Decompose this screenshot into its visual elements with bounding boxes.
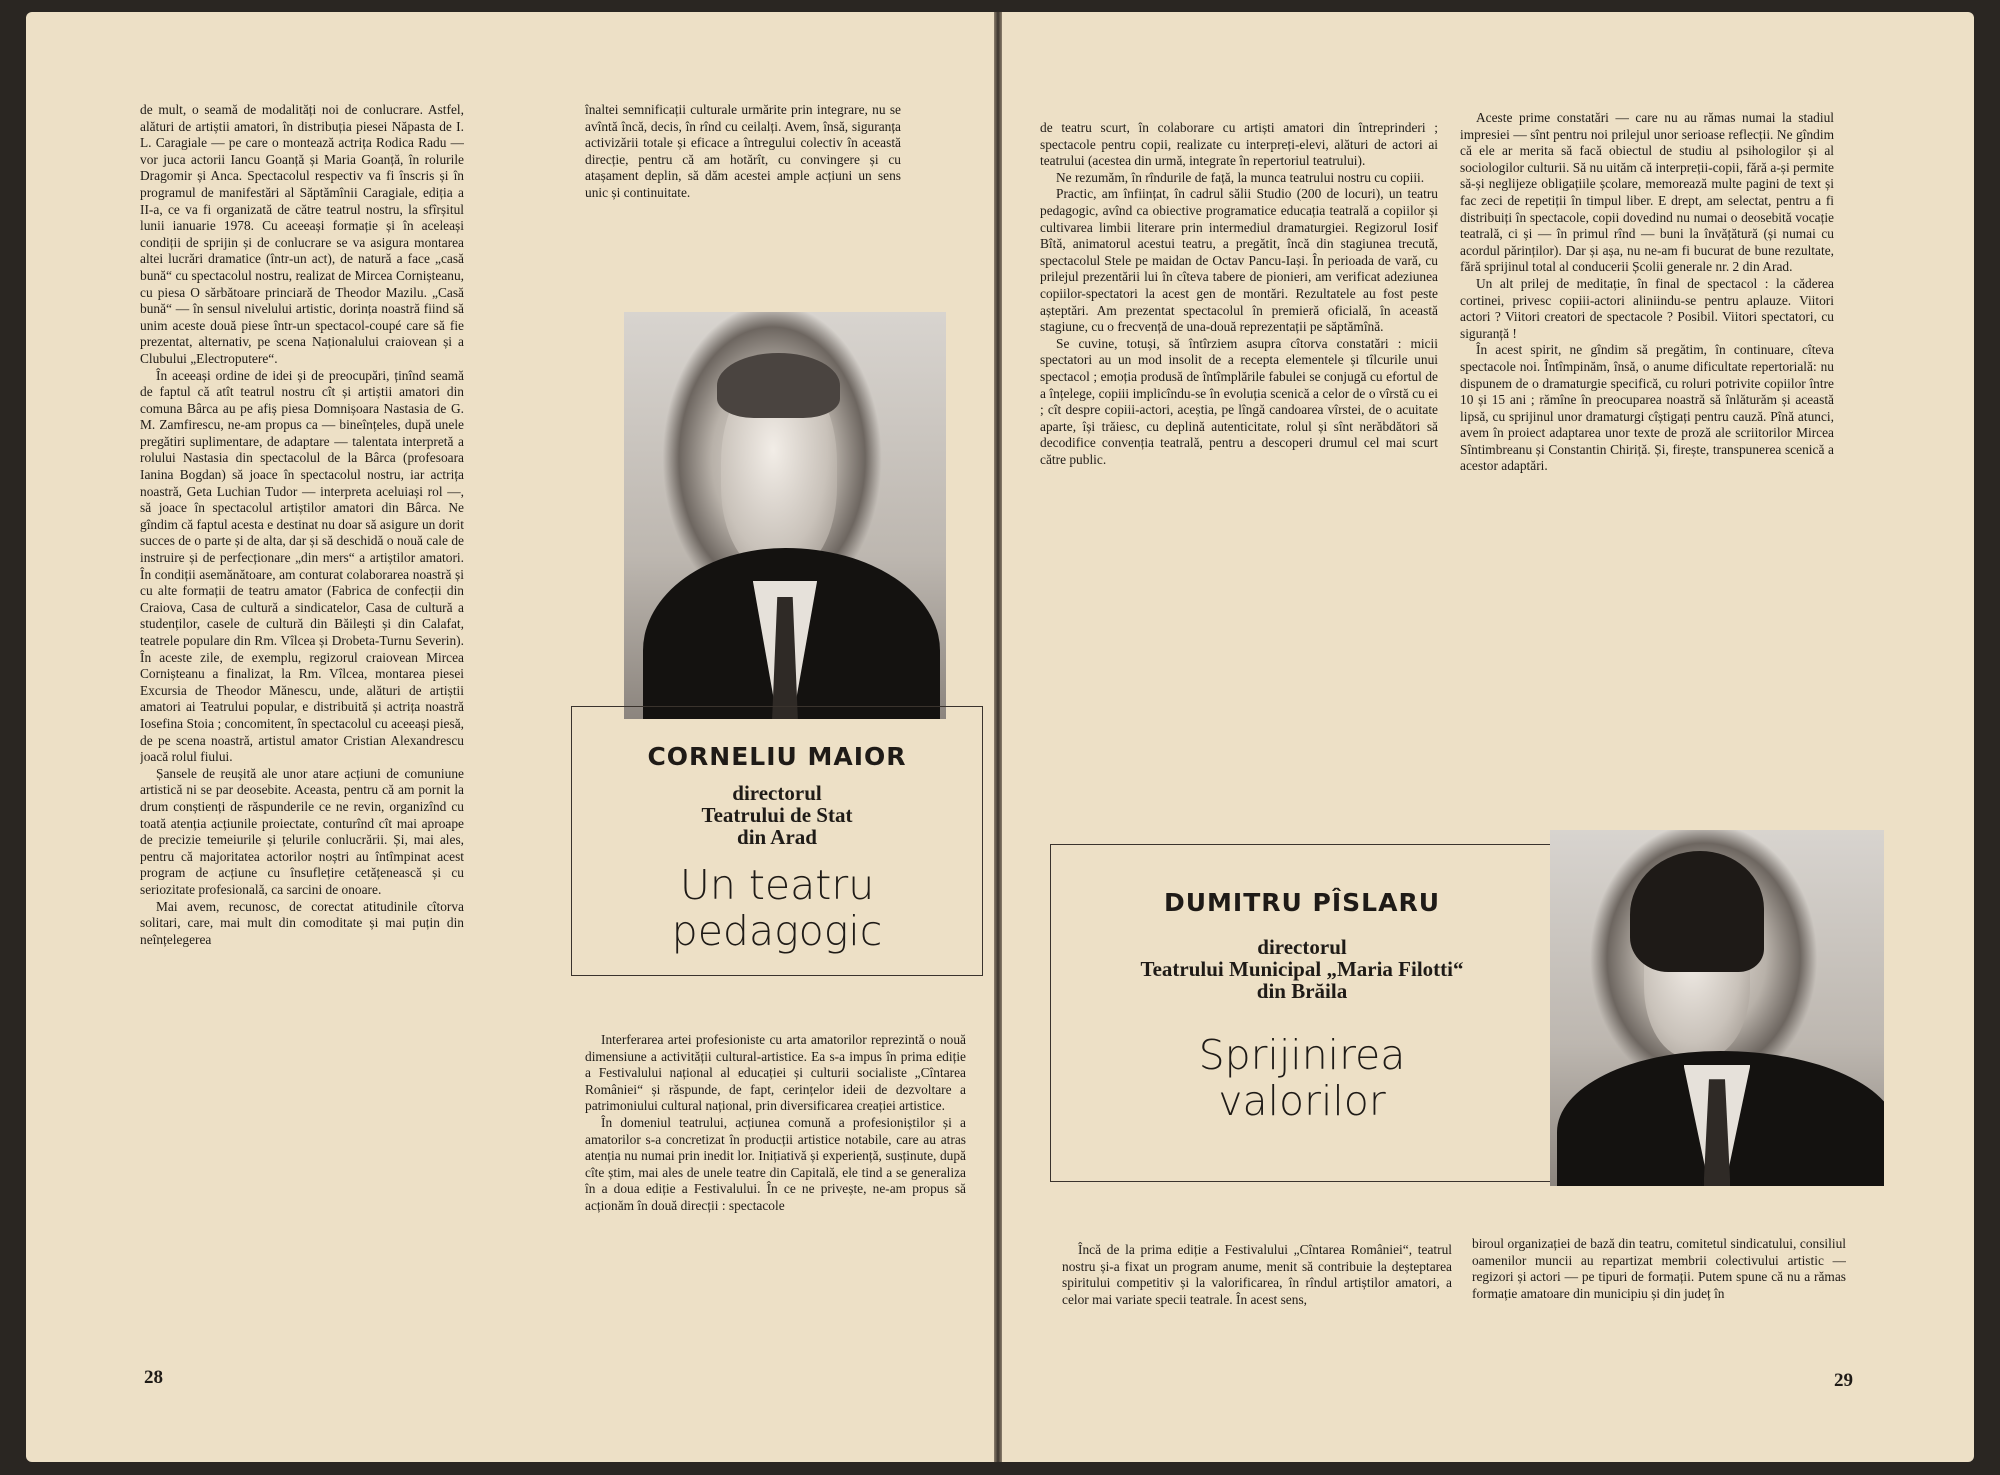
paragraph: Aceste prime constatări — care nu au rămas numai la stadiul impresiei — sînt pentru noi prilejul unor serioase reflecții. Ne gîndim că ele ar merita să facă obiectul de studiu al psihologilor și al sociologilor culturii. Să nu uităm că interpreții-copii, fără a-și permite să-și neglijeze obligațiile școlare, memorează multe pagini de text și fac zeci de repetiții în timpul liber. E drept, am selectat, pentru a fi distribuiți în spectacole, copii dovedind nu numai o deosebită vocație teatrală, ci și — în primul rînd — buni la învățătură (și numai cu acordul părinților). Dar și așa, nu ne-am fi bucurat de bune rezultate, fără sprijinul total al conducerii Școlii generale nr. 2 din Arad. (1460, 110, 1834, 275)
role-line: directorul (1257, 935, 1347, 959)
role-line: din Arad (737, 825, 817, 849)
paragraph: Încă de la prima ediție a Festivalului „Cîntarea României“, teatrul nostru și-a fixat un program anume, menit să contribuie la deșteptarea spiritului competitiv și la valorificarea, în rîndul artiștilor amatori, a celor mai variate specii teatrale. În acest sens, (1062, 1242, 1452, 1307)
left-page-column-1 (140, 102, 464, 1332)
portrait-hair (1630, 851, 1764, 972)
portrait-photo (1550, 830, 1884, 1186)
left-page-column-2-bottom (585, 1032, 966, 1357)
paragraph: Ne rezumăm, în rîndurile de față, la munca teatrului nostru cu copiii. (1056, 169, 1425, 185)
portrait-hair (717, 353, 839, 418)
paragraph: înaltei semnificații culturale urmărite prin integrare, nu se avîntă încă, decis, în rînd cu ceilalți. Avem, însă, siguranța activizării totale și eficace a întregului colectiv în această direcție, pentru că am hotărît, cu convingere și cu atașament deplin, să dăm acestei ample acțiuni un sens unic și continuitate. (585, 102, 901, 200)
profile-role (1052, 936, 1552, 1002)
profile-role (578, 782, 976, 848)
profile-name: CORNELIU MAIOR (647, 742, 907, 771)
paragraph: Interferarea artei profesioniste cu arta amatorilor reprezintă o nouă dimensiune a activității cultural-artistice. Ea s-a impus în prima ediție a Festivalului național al educației și culturii socialiste „Cîntarea României“ și răspunde, de fapt, cerințelor ideii de dezvoltare a patrimoniului cultural național, prin diversificarea creației artistice. (585, 1032, 966, 1114)
paragraph: Se cuvine, totuși, să întîrziem asupra cîtorva constatări : micii spectatori au un mod insolit de a recepta elementele și tîlcurile unui spectacol ; emoția produsă de întîmplările fabulei se conjugă cu efortul de a înțelege, copiii implicîndu-se în evoluția scenică a celor de o vîrstă cu ei ; cît despre copiii-actori, aceștia, pe lîngă candoarea vîrstei, de o acuitate aparte, își trăiesc, cu deplină autenticitate, rolul și sînt nerăbdători să decodifice convenția teatrală, pentru a descoperi drumul cel mai scurt către public. (1040, 335, 1438, 467)
title-line: Sprijinirea (1198, 1031, 1406, 1079)
role-line: directorul (732, 781, 822, 805)
right-page-bottom-column-1 (1062, 1242, 1452, 1362)
left-page-column-2-top (585, 102, 901, 272)
portrait-photo (624, 312, 946, 719)
profile-name: DUMITRU PÎSLARU (1164, 888, 1440, 917)
role-line: Teatrului de Stat (701, 803, 853, 827)
paragraph: Practic, am înființat, în cadrul sălii Studio (200 de locuri), un teatru pedagogic, avînd ca obiective programatice educația teatrală a copiilor și cultivarea limbii literare prin intermediul dramaturgiei. Regizorul Iosif Bîtă, animatorul acestui teatru, a pregătit, încă din stagiunea trecută, spectacolul Stele pe maidan de Octav Pancu-Iași. În perioada de vară, cu prilejul prezentării lui în cîteva tabere de pionieri, am verificat adeziunea copiilor-spectatori la acest gen de montări. Rezultatele au fost peste așteptări. Am prezentat spectacolul în premieră oficială, în această stagiune, cu o frecvență de una-două reprezentații pe săptămînă. (1040, 186, 1438, 335)
page-number: 28 (144, 1367, 163, 1388)
paragraph: În aceeași ordine de idei și de preocupări, ținînd seamă de faptul că atît teatrul nostru cît și artiștii amatori din comuna Bârca au pe afiș piesa Domnișoara Nastasia de G. M. Zamfirescu, ne-am propus ca — bineînțeles, după unele pregătiri suplimentare, de adaptare — talentata interpretă a rolului Nastasia din spectacolul de la Bârca (profesoara Ianina Bogdan) să joace în spectacolul nostru, iar actrița noastră, Geta Luchian Tudor — interpreta aceluiași rol —, să joace în spectacolul artiștilor amatori din Bârca. Ne gîndim că faptul acesta e destinat nu doar să asigure un dorit succes de o parte și de alta, dar și să deschidă o nouă cale de instruire și de perfecționare „din mers“ a artiștilor amatori. În condiții asemănătoare, am conturat colaborarea noastră și cu alte formații de teatru amator (Fabrica de confecții din Craiova, Casa de cultură a sindicatelor, Casa de cultură a studenților, casele de cultură din Băilești și din Calafat, teatrele populare din Rm. Vîlcea și Drobeta-Turnu Severin). În aceste zile, de exemplu, regizorul craiovean Mircea Cornișteanu a finalizat, la Rm. Vîlcea, montarea piesei Excursia de Theodor Mănescu, unde, alături de artiștii amatori ai Teatrului popular, e distribuită și actrița noastră Iosefina Stoia ; concomitent, în spectacolul cu aceeași piesă, de pe scena noastră, artistul amator Cristian Alexandrescu joacă rolul fiului. (140, 367, 464, 765)
page-number: 29 (1834, 1370, 1853, 1391)
paragraph: Un alt prilej de meditație, în final de spectacol : la căderea cortinei, privesc copiii-actori aliniindu-se pentru aplauze. Viitori actori ? Viitori creatori de spectacole ? Posibil. Viitori spectatori, cu siguranță ! (1460, 275, 1834, 341)
title-line: pedagogic (671, 907, 883, 955)
title-line: Un teatru (679, 861, 875, 909)
paragraph: În acest spirit, ne gîndim să pregătim, în continuare, cîteva spectacole noi. Întîmpinăm, însă, o anume dificultate repertorială: nu dispunem de o dramaturgie specifică, cu roluri potrivite copiilor între 10 și 15 ani ; rămîne în preocuparea noastră să înlăturăm și această lipsă, cu sprijinul unor dramaturgi cîștigați pentru cauză. Pînă atunci, avem în proiect adaptarea unor texte de proză ale scriitorilor Mircea Sîntimbreanu și Constantin Chiriță. Și, firește, transpunerea scenică a acestor adaptări. (1460, 342, 1834, 474)
article-title (578, 862, 976, 954)
book-gutter (994, 12, 1002, 1462)
article-title (1052, 1032, 1552, 1124)
paragraph: Mai avem, recunosc, de corectat atitudinile cîtorva solitari, care, mai mult din comoditate și mai puțin din neînțelegerea (140, 898, 464, 947)
right-page-column-2 (1460, 110, 1834, 780)
role-line: din Brăila (1256, 979, 1348, 1003)
paragraph: de teatru scurt, în colaborare cu artiști amatori din întreprinderi ; spectacole pentru copii, realizate cu interpreți-elevi, alături de actori ai teatrului (acestea din urmă, integrate în repertoriul teatrului). (1040, 120, 1438, 169)
right-page-column-1 (1040, 120, 1438, 780)
paragraph: de mult, o seamă de modalități noi de conlucrare. Astfel, alături de artiștii amatori, în distribuția piesei Năpasta de I. L. Caragiale — pe care o montează actrița Rodica Radu — vor juca actorii Iancu Goanță și Maria Goanță, în rolurile Dragomir și Anca. Spectacolul respectiv va fi înscris și în programul de manifestări al Săptămînii Caragiale, ediția a II-a, ce va fi organizată de către teatrul nostru, la sfîrșitul lunii ianuarie 1978. Cu aceeași formație și în aceleași condiții de sprijin și de conlucrare se va asigura montarea altei lucrări dramatice (într-un act), de natură a face „casă bună“ cu spectacolul nostru, realizat de Mircea Cornișteanu, cu piesa O sărbătoare princiară de Theodor Mazilu. „Casă bună“ — în sensul nivelului artistic, dorința noastră fiind să unim aceste două piese într-un spectacol-coupé care să fie prezentat, alternativ, pe scena Naționalului craiovean și a Clubului „Electroputere“. (140, 102, 464, 366)
title-line: valorilor (1218, 1077, 1386, 1125)
paragraph: Șansele de reușită ale unor atare acțiuni de comuniune artistică ni se par deosebite. Aceasta, pentru că am pornit la drum conștienți de răspunderile ce ne revin, organizînd cu toată atenția acțiunile proiectate, conturînd cît mai aproape de precizie temeiurile și țelurile conlucrării. Și, mai ales, pentru că majoritatea actorilor noștri au întîmpinat acest program de acțiune cu însuflețire cetățenească și cu seriozitate profesională, ca sarcini de onoare. (140, 765, 464, 897)
paragraph: În domeniul teatrului, acțiunea comună a profesioniștilor și a amatorilor s-a concretizat în producții artistice notabile, care au atras atenția nu numai prin inedit lor. Inițiativă și experiență, susținute, după cîte știm, mai ales de unele teatre din Capitală, ele tind a se generaliza în a doua ediție a Festivalului. În ce ne privește, ne-am propus să acționăm în două direcții : spectacole (585, 1114, 966, 1213)
right-page (1002, 12, 1974, 1462)
role-line: Teatrului Municipal „Maria Filotti“ (1140, 957, 1464, 981)
paragraph: biroul organizației de bază din teatru, comitetul sindicatului, consiliul oamenilor muncii au repartizat membrii colectivului artistic — regizori și actori — pe tipuri de formații. Putem spune că nu a rămas formație amatoare din municipiu și din județ în (1472, 1236, 1846, 1301)
right-page-bottom-column-2 (1472, 1236, 1846, 1356)
left-page (26, 12, 994, 1462)
